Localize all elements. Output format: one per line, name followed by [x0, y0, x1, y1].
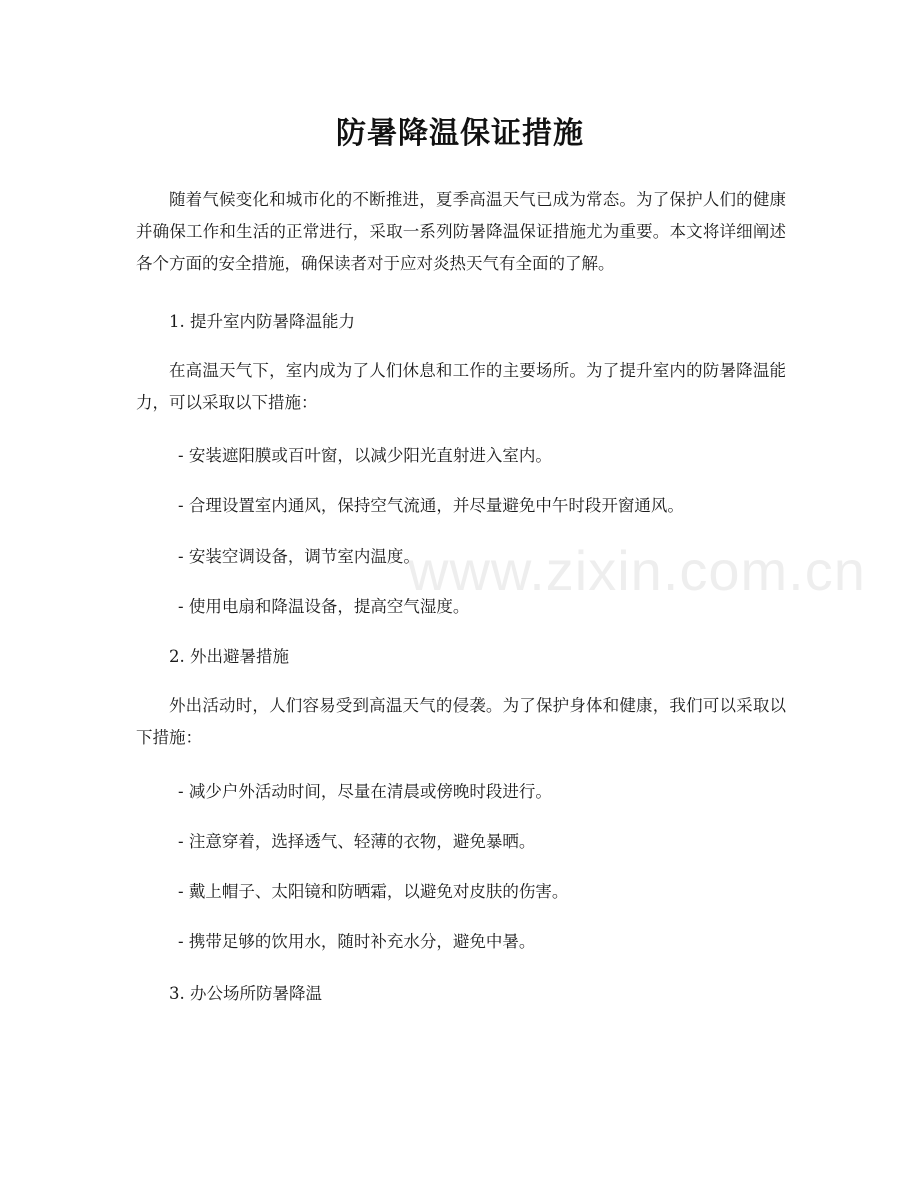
list-item: - 戴上帽子、太阳镜和防晒霜，以避免对皮肤的伤害。 [178, 882, 569, 901]
section-2-paragraph: 外出活动时，人们容易受到高温天气的侵袭。为了保护身体和健康，我们可以采取以下措施： [136, 696, 786, 747]
section-heading-2: 2. 外出避暑措施 [169, 647, 289, 666]
list-item: - 安装遮阳膜或百叶窗，以减少阳光直射进入室内。 [178, 446, 552, 465]
section-heading-3: 3. 办公场所防暑降温 [169, 984, 322, 1003]
watermark-text: www.zixin.com.cn [408, 539, 866, 602]
page-title: 防暑降温保证措施 [336, 116, 584, 151]
list-item: - 安装空调设备，调节室内温度。 [178, 547, 420, 566]
list-item: - 注意穿着，选择透气、轻薄的衣物，避免暴晒。 [178, 832, 536, 851]
list-item: - 合理设置室内通风，保持空气流通，并尽量避免中午时段开窗通风。 [178, 496, 684, 515]
list-item: - 减少户外活动时间，尽量在清晨或傍晚时段进行。 [178, 782, 552, 801]
list-item: - 使用电扇和降温设备，提高空气湿度。 [178, 597, 470, 616]
list-item: - 携带足够的饮用水，随时补充水分，避免中暑。 [178, 932, 536, 951]
intro-paragraph: 随着气候变化和城市化的不断推进，夏季高温天气已成为常态。为了保护人们的健康并确保工作和生活的正常进行，采取一系列防暑降温保证措施尤为重要。本文将详细阐述各个方面的安全措施，确保读者对于应对炎热天气有全面的了解。 [136, 190, 786, 273]
section-1-paragraph: 在高温天气下，室内成为了人们休息和工作的主要场所。为了提升室内的防暑降温能力，可以采取以下措施： [136, 361, 786, 412]
section-heading-1: 1. 提升室内防暑降温能力 [169, 312, 355, 331]
